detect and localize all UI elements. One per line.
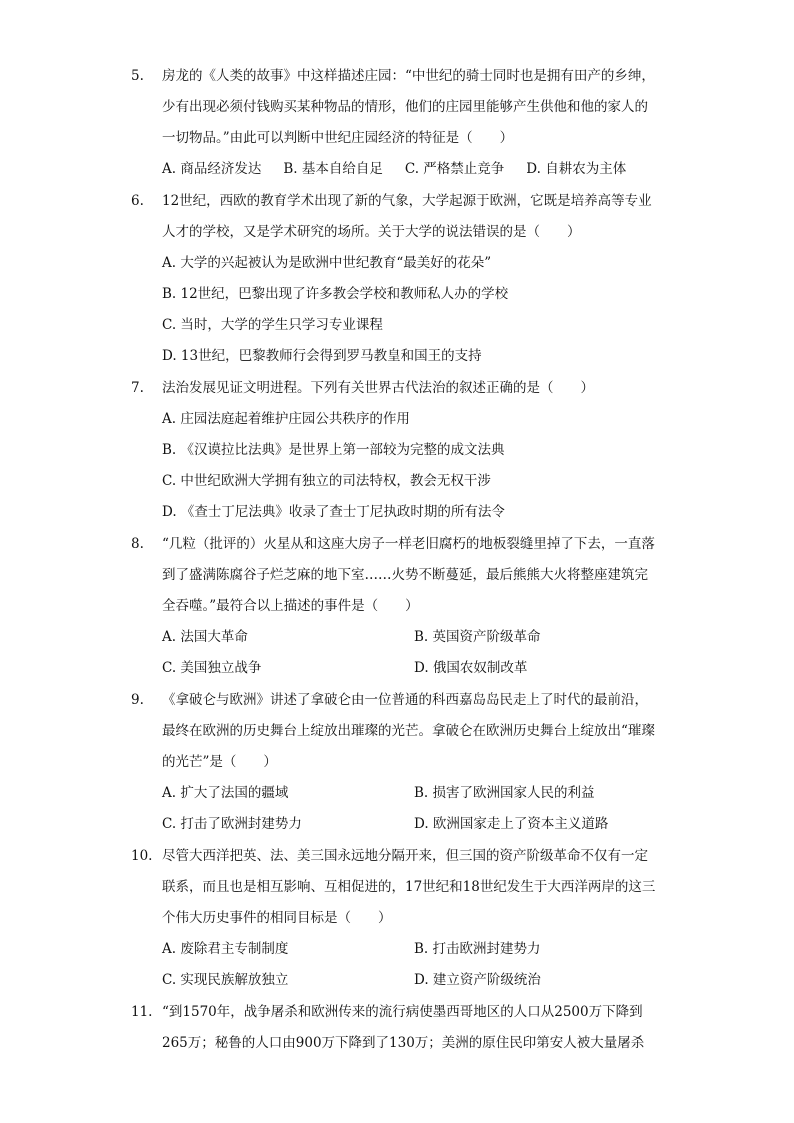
option-d[interactable]: D. 建立资产阶级统治: [414, 972, 541, 988]
question-number: 7.: [131, 380, 144, 396]
question-number: 8.: [131, 536, 144, 552]
option-c[interactable]: C. 当时，大学的学生只学习专业课程: [162, 317, 383, 333]
option-d[interactable]: D. 欧洲国家走上了资本主义道路: [414, 816, 609, 832]
option-b[interactable]: B. 英国资产阶级革命: [414, 629, 541, 645]
option-c[interactable]: C. 严格禁止竞争: [404, 161, 505, 177]
question-stem: 房龙的《人类的故事》中这样描述庄园：“中世纪的骑士同时也是拥有田产的乡绅，少有出现必须付钱购买某种物品的情形，他们的庄园里能够产生供他和他的家人的一切物品。”由此可以判断中世纪庄园经济的特征是（ ）: [162, 68, 655, 146]
option-a[interactable]: A. 大学的兴起被认为是欧洲中世纪教育“最美好的花朵”: [162, 255, 492, 271]
option-a[interactable]: A. 法国大革命: [162, 629, 248, 645]
question-8: [131, 529, 661, 684]
option-a[interactable]: A. 废除君主专制制度: [162, 941, 289, 957]
question-number: 5.: [131, 68, 144, 84]
option-b[interactable]: B. 打击欧洲封建势力: [414, 941, 541, 957]
question-stem: “几粒（批评的）火星从和这座大房子一样老旧腐朽的地板裂缝里掉了下去，一直落到了盛满陈腐谷子烂芝麻的地下室……火势不断蔓延，最后熊熊大火将整座建筑完全吞噬。”最符合以上描述的事件是（ ）: [162, 536, 655, 614]
question-number: 6.: [131, 193, 144, 209]
option-b[interactable]: B. 损害了欧洲国家人民的利益: [414, 785, 595, 801]
options-grid: [162, 622, 661, 684]
options-list: [162, 248, 661, 372]
question-stem: “到1570年，战争屠杀和欧洲传来的流行病使墨西哥地区的人口从2500万下降到265万；秘鲁的人口由900万下降到了130万；美洲的原住民印第安人被大量屠杀: [162, 1004, 645, 1051]
option-d[interactable]: D. 《查士丁尼法典》收录了查士丁尼执政时期的所有法令: [162, 504, 505, 520]
question-10: [131, 841, 661, 996]
options-row: [162, 154, 661, 185]
question-number: 9.: [131, 692, 144, 708]
option-c[interactable]: C. 打击了欧洲封建势力: [162, 816, 302, 832]
option-a[interactable]: A. 庄园法庭起着维护庄园公共秩序的作用: [162, 411, 410, 427]
question-9: [131, 685, 661, 840]
question-7: [131, 373, 661, 528]
option-d[interactable]: D. 俄国农奴制改革: [414, 660, 528, 676]
question-11: [131, 997, 661, 1059]
option-d[interactable]: D. 自耕农为主体: [526, 161, 627, 177]
question-stem: 《拿破仑与欧洲》讲述了拿破仑由一位普通的科西嘉岛岛民走上了时代的最前沿，最终在欧洲的历史舞台上绽放出璀璨的光芒。拿破仑在欧洲历史舞台上绽放出“璀璨的光芒”是（ ）: [162, 692, 655, 770]
option-a[interactable]: A. 商品经济发达: [162, 161, 262, 177]
question-stem: 法治发展见证文明进程。下列有关世界古代法治的叙述正确的是（ ）: [162, 380, 594, 396]
option-c[interactable]: C. 美国独立战争: [162, 660, 262, 676]
options-list: [162, 404, 661, 528]
option-c[interactable]: C. 实现民族解放独立: [162, 972, 289, 988]
question-stem: 尽管大西洋把英、法、美三国永远地分隔开来，但三国的资产阶级革命不仅有一定联系，而且也是相互影响、互相促进的，17世纪和18世纪发生于大西洋两岸的这三个伟大历史事件的相同目标是（ ）: [162, 848, 656, 926]
question-stem: 12世纪，西欧的教育学术出现了新的气象，大学起源于欧洲，它既是培养高等专业人才的学校，又是学术研究的场所。关于大学的说法错误的是（ ）: [162, 193, 652, 240]
option-d[interactable]: D. 13世纪，巴黎教师行会得到罗马教皇和国王的支持: [162, 348, 482, 364]
option-b[interactable]: B. 基本自给自足: [283, 161, 383, 177]
options-grid: [162, 778, 661, 840]
option-b[interactable]: B. 12世纪，巴黎出现了许多教会学校和教师私人办的学校: [162, 286, 509, 302]
option-a[interactable]: A. 扩大了法国的疆域: [162, 785, 289, 801]
question-5: [131, 61, 661, 185]
question-number: 11.: [131, 1004, 153, 1020]
question-6: [131, 186, 661, 372]
option-c[interactable]: C. 中世纪欧洲大学拥有独立的司法特权，教会无权干涉: [162, 473, 491, 489]
question-number: 10.: [131, 848, 153, 864]
options-grid: [162, 934, 661, 996]
option-b[interactable]: B. 《汉谟拉比法典》是世界上第一部较为完整的成文法典: [162, 442, 505, 458]
